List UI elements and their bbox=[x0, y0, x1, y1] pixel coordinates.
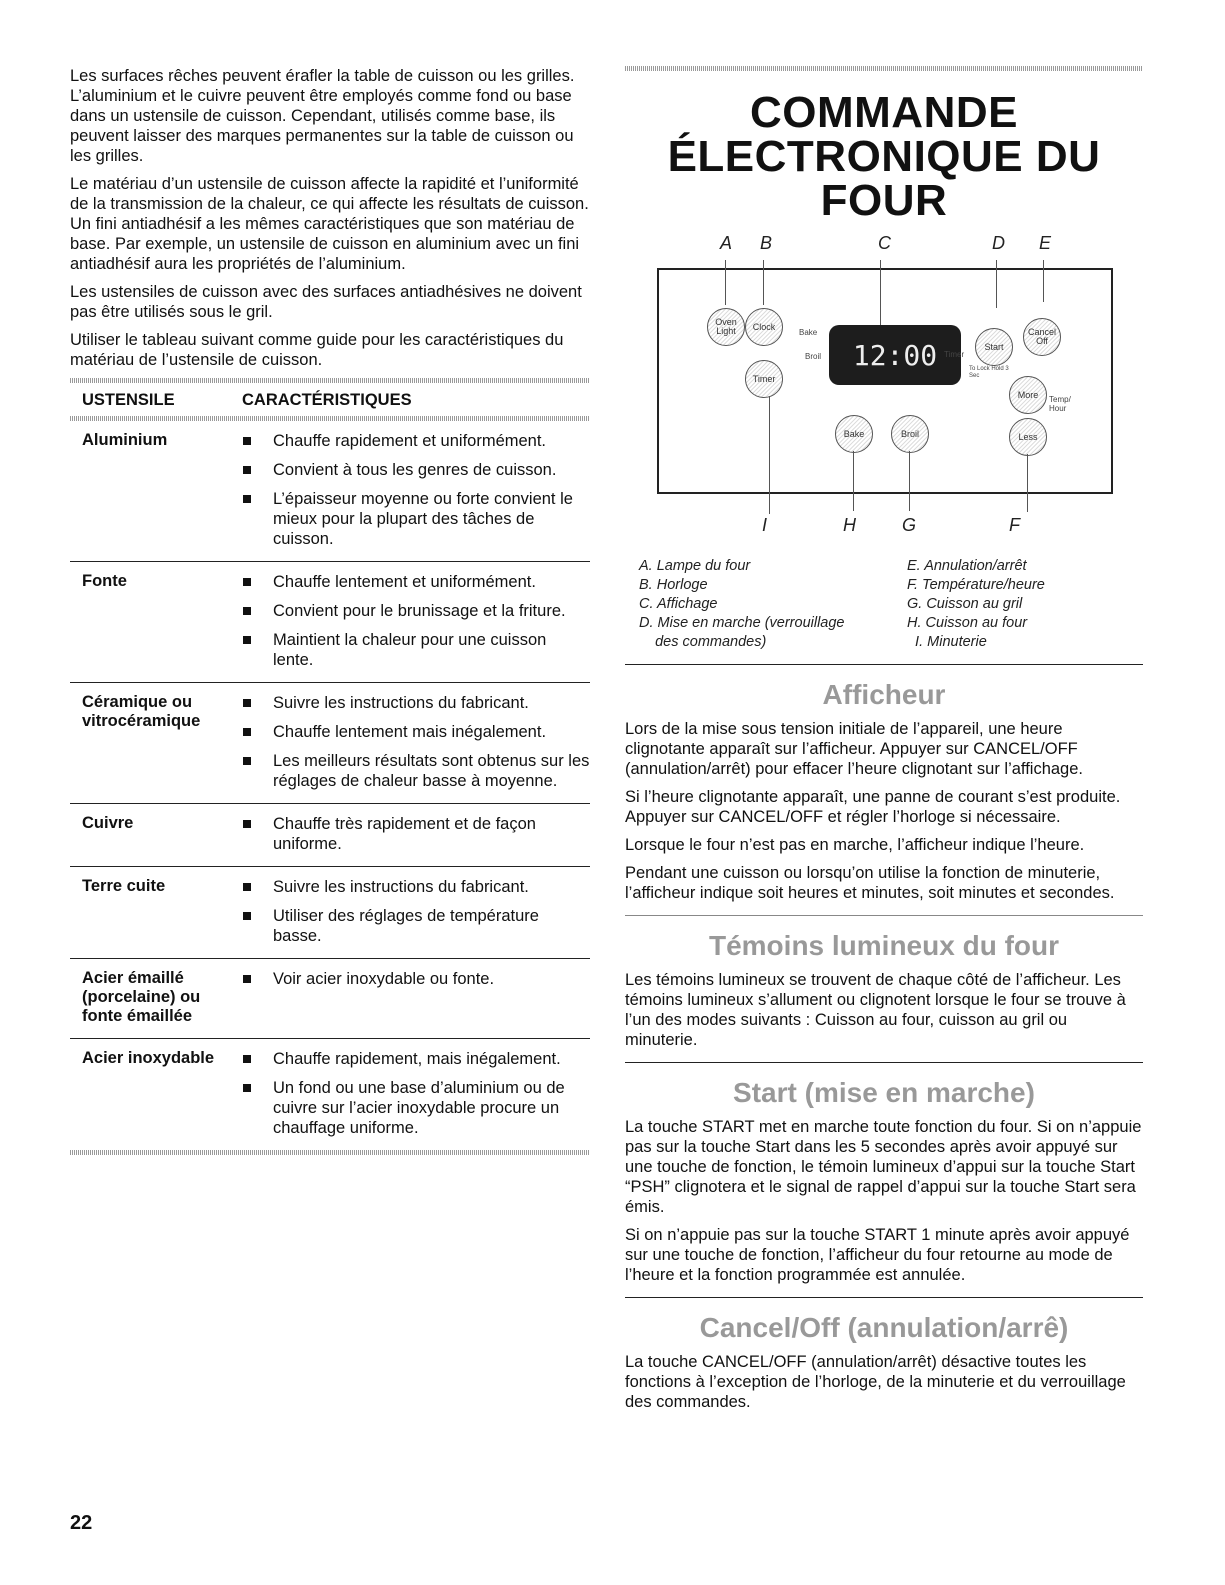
legend-item: I. Minuterie bbox=[907, 634, 987, 650]
letter-e: E bbox=[1039, 233, 1052, 253]
paragraph: Les ustensiles de cuisson avec des surfaces antiadhésives ne doivent pas être utilisés sous le gril. bbox=[70, 283, 582, 321]
table-row bbox=[70, 421, 590, 561]
control-panel bbox=[657, 268, 1113, 494]
section-heading: Cancel/Off (annulation/arrê) bbox=[699, 1312, 1069, 1343]
start-button: Start bbox=[975, 328, 1013, 366]
bake-button: Bake bbox=[835, 415, 873, 453]
paragraph: Lors de la mise sous tension initiale de l’appareil, une heure clignotante apparaît sur l’afficheur. Appuyer sur CANCEL/OFF (annulation/arrêt) pour effacer l’heure clignotant sur l’affichage. bbox=[625, 720, 1083, 778]
table-row bbox=[70, 866, 590, 958]
section-heading: Afficheur bbox=[822, 679, 946, 710]
material-name: Acier inoxydable bbox=[82, 1049, 215, 1067]
timer-button: Timer bbox=[745, 360, 783, 398]
leader-line bbox=[1043, 260, 1044, 302]
paragraph: Pendant une cuisson ou lorsqu’on utilise la fonction de minuterie, l’afficheur indique soit heures et minutes, soit minutes et secondes. bbox=[625, 864, 1115, 902]
title-rule bbox=[625, 66, 1143, 71]
legend-left bbox=[639, 557, 907, 652]
characteristic-item: Chauffe lentement mais inégalement. bbox=[230, 722, 590, 742]
paragraph: La touche START met en marche toute fonction du four. Si on n’appuie pas sur la touche Start dans les 5 secondes après avoir appuyé sur une touche de fonction, le témoin lumineux d’appui sur la touche Start “PSH” clignotera et le signal de rappel d’appui sur la touche Start sera émis. bbox=[625, 1118, 1142, 1216]
material-name: Cuivre bbox=[82, 814, 134, 832]
page-title bbox=[625, 88, 1143, 225]
characteristic-item: L’épaisseur moyenne ou forte convient le mieux pour la plupart des tâches de cuisson. bbox=[230, 489, 590, 549]
characteristic-item: Les meilleurs résultats sont obtenus sur les réglages de chaleur basse à moyenne. bbox=[230, 751, 590, 791]
characteristic-item: Chauffe rapidement et uniformément. bbox=[230, 431, 590, 451]
material-name: Terre cuite bbox=[82, 877, 166, 895]
characteristic-item: Convient à tous les genres de cuisson. bbox=[230, 460, 590, 480]
right-column bbox=[625, 66, 1143, 1420]
letter-f: F bbox=[1009, 515, 1020, 535]
characteristic-item: Suivre les instructions du fabricant. bbox=[230, 877, 590, 897]
lock-label: To Lock Hold 3 Sec bbox=[969, 366, 1009, 379]
header-caracteristiques: CARACTÉRISTIQUES bbox=[242, 391, 412, 409]
legend-item: E. Annulation/arrêt bbox=[907, 558, 1027, 574]
characteristics-list bbox=[230, 693, 590, 791]
characteristic-item: Suivre les instructions du fabricant. bbox=[230, 693, 590, 713]
section-temoins bbox=[625, 915, 1143, 1050]
letter-h: H bbox=[843, 515, 856, 535]
letter-d: D bbox=[992, 233, 1005, 253]
letter-c: C bbox=[878, 233, 891, 253]
leader-line bbox=[725, 260, 726, 305]
section-heading: Start (mise en marche) bbox=[733, 1077, 1035, 1108]
cancel-off-button: Cancel Off bbox=[1023, 318, 1061, 356]
characteristic-item: Chauffe rapidement, mais inégalement. bbox=[230, 1049, 590, 1069]
legend-item: A. Lampe du four bbox=[639, 558, 751, 574]
characteristics-list bbox=[230, 877, 590, 946]
oven-display: 12:00 bbox=[829, 325, 961, 385]
legend-item: B. Horloge bbox=[639, 577, 708, 593]
paragraph: Les surfaces rêches peuvent érafler la table de cuisson ou les grilles. L’aluminium et le cuivre peuvent être employés comme fond ou base dans un ustensile de cuisson. Cependant, utilisés comme base, ils peuvent laisser des marques permanentes sur la table de cuisson ou les grilles. bbox=[70, 67, 575, 165]
leader-line bbox=[763, 260, 764, 305]
left-column bbox=[70, 66, 590, 1155]
leader-line bbox=[909, 451, 910, 511]
timer-indicator: Timer bbox=[944, 350, 965, 359]
characteristics-list bbox=[230, 1049, 590, 1138]
section-start bbox=[625, 1062, 1143, 1285]
characteristics-list bbox=[230, 572, 590, 670]
title-line-1: COMMANDE bbox=[750, 88, 1018, 137]
paragraph: Si l’heure clignotante apparaît, une panne de courant s’est produite. Appuyer sur CANCEL/OFF et régler l’horloge si nécessaire. bbox=[625, 788, 1121, 826]
characteristic-item: Chauffe lentement et uniformément. bbox=[230, 572, 590, 592]
legend-item: F. Température/heure bbox=[907, 577, 1045, 593]
table-row bbox=[70, 1038, 590, 1150]
paragraph: Si on n’appuie pas sur la touche START 1 minute après avoir appuyé sur une touche de fonction, l’afficheur du four retourne au mode de l’heure et la fonction programmée est annulée. bbox=[625, 1226, 1130, 1284]
characteristic-item: Utiliser des réglages de température basse. bbox=[230, 906, 590, 946]
table-row bbox=[70, 803, 590, 866]
characteristic-item: Chauffe très rapidement et de façon uniforme. bbox=[230, 814, 590, 854]
characteristics-list bbox=[230, 814, 590, 854]
bake-indicator: Bake bbox=[799, 328, 818, 337]
header-ustensile: USTENSILE bbox=[82, 391, 175, 409]
broil-button: Broil bbox=[891, 415, 929, 453]
more-button: More bbox=[1009, 376, 1047, 414]
characteristic-item: Convient pour le brunissage et la friture. bbox=[230, 601, 590, 621]
paragraph: Utiliser le tableau suivant comme guide pour les caractéristiques du matériau de l’ustensile de cuisson. bbox=[70, 331, 564, 369]
characteristics-list bbox=[230, 431, 590, 549]
letter-b: B bbox=[760, 233, 773, 253]
characteristic-item: Maintient la chaleur pour une cuisson lente. bbox=[230, 630, 590, 670]
page-number: 22 bbox=[70, 1512, 93, 1534]
leader-line bbox=[996, 260, 997, 308]
material-name: Aluminium bbox=[82, 431, 168, 449]
paragraph: Le matériau d’un ustensile de cuisson affecte la rapidité et l’uniformité de la transmission de la chaleur, ce qui affecte les résultats de cuisson. Un fini antiadhésif a les mêmes caractéristiques que son matériau de base. Par exemple, un ustensile de cuisson en aluminium avec un fini antiadhésif aura les propriétés de l’aluminium. bbox=[70, 175, 589, 273]
letter-a: A bbox=[720, 233, 733, 253]
section-afficheur bbox=[625, 664, 1143, 903]
letter-g: G bbox=[902, 515, 917, 535]
section-cancel bbox=[625, 1297, 1143, 1412]
broil-indicator: Broil bbox=[805, 352, 822, 361]
leader-line bbox=[880, 260, 881, 325]
characteristics-list bbox=[230, 969, 590, 1026]
paragraph: Les témoins lumineux se trouvent de chaque côté de l’afficheur. Les témoins lumineux s’allument ou clignotent lorsque le four se trouve à l’un des modes suivants : Cuisson au four, cuisson au gril ou minuterie. bbox=[625, 971, 1126, 1049]
title-line-2: ÉLECTRONIQUE DU FOUR bbox=[667, 132, 1101, 225]
legend-item: H. Cuisson au four bbox=[907, 615, 1028, 631]
leader-line bbox=[769, 396, 770, 514]
table-header bbox=[70, 383, 590, 416]
material-name: Céramique ou vitrocéramique bbox=[82, 693, 201, 730]
letter-i: I bbox=[762, 515, 768, 535]
table-row bbox=[70, 561, 590, 682]
legend-item: G. Cuisson au gril bbox=[907, 596, 1023, 612]
table-row bbox=[70, 958, 590, 1038]
diagram-legend bbox=[625, 557, 1143, 652]
control-panel-diagram bbox=[625, 233, 1143, 553]
temp-hour-label: Temp/ Hour bbox=[1049, 395, 1071, 413]
characteristic-item: Un fond ou une base d’aluminium ou de cuivre sur l’acier inoxydable procure un chauffage uniforme. bbox=[230, 1078, 590, 1138]
material-name: Fonte bbox=[82, 572, 127, 590]
section-heading: Témoins lumineux du four bbox=[708, 930, 1059, 961]
paragraph: La touche CANCEL/OFF (annulation/arrêt) désactive toutes les fonctions à l’exception de l’horloge, de la minuterie et du verrouillage des commandes. bbox=[625, 1353, 1126, 1411]
table-row bbox=[70, 682, 590, 803]
characteristic-item: Voir acier inoxydable ou fonte. bbox=[230, 969, 590, 989]
leader-line bbox=[853, 451, 854, 511]
paragraph: Lorsque le four n’est pas en marche, l’afficheur indique l’heure. bbox=[625, 836, 1085, 854]
less-button: Less bbox=[1009, 418, 1047, 456]
cookware-table bbox=[70, 378, 590, 1155]
legend-item: D. Mise en marche (verrouillage des commandes) bbox=[639, 615, 845, 650]
table-bottom-rule bbox=[70, 1150, 590, 1155]
legend-item: C. Affichage bbox=[639, 596, 718, 612]
material-name: Acier émaillé (porcelaine) ou fonte émaillée bbox=[82, 969, 201, 1025]
legend-right bbox=[907, 557, 1045, 652]
oven-light-button: Oven Light bbox=[707, 308, 745, 346]
clock-button: Clock bbox=[745, 308, 783, 346]
leader-line bbox=[1027, 454, 1028, 512]
table-body bbox=[70, 421, 590, 1150]
